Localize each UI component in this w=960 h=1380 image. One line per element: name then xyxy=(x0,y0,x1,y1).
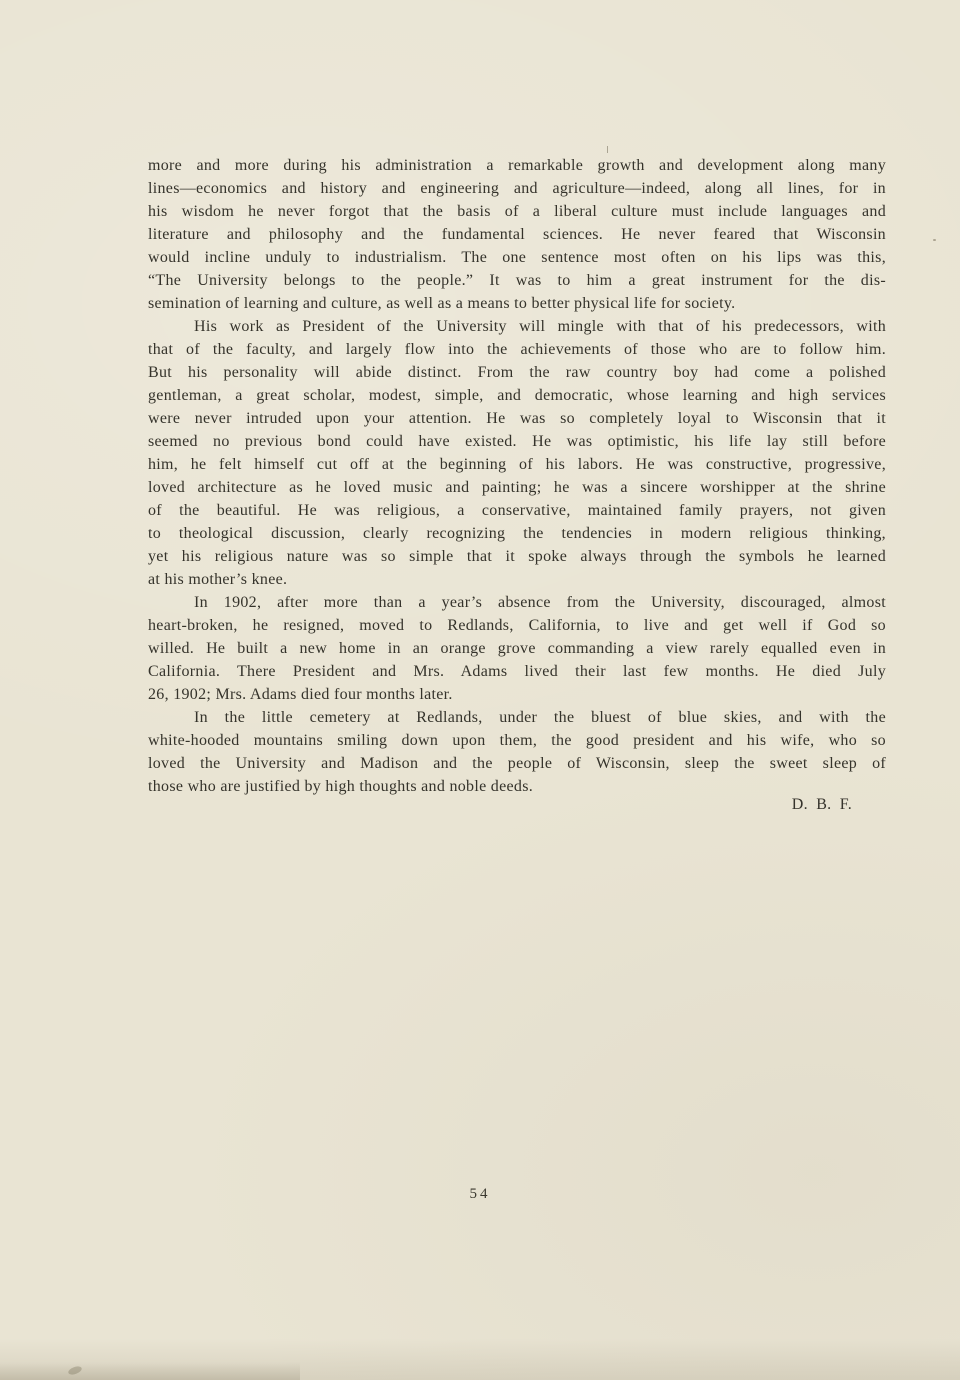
text-line: In the little cemetery at Redlands, under the bluest of blue skies, and with the xyxy=(194,709,886,726)
page-edge-shadow xyxy=(0,1362,300,1380)
text-line: “The University belongs to the people.” It was to him a great instrument for the dis- xyxy=(148,272,886,289)
text-line: his wisdom he never forgot that the basis of a liberal culture must include languages and xyxy=(148,203,886,220)
paragraph xyxy=(148,315,886,591)
text-line: literature and philosophy and the fundamental sciences. He never feared that Wisconsin xyxy=(148,226,886,243)
text-line: loved architecture as he loved music and painting; he was a sincere worshipper at the shrine xyxy=(148,479,886,496)
text-line: semination of learning and culture, as well as a means to better physical life for society. xyxy=(148,295,736,312)
text-line: In 1902, after more than a year’s absence from the University, discouraged, almost xyxy=(194,594,886,611)
text-line: to theological discussion, clearly recognizing the tendencies in modern religious thinking, xyxy=(148,525,886,542)
scan-speck-dot xyxy=(933,239,936,241)
text-line: His work as President of the University will mingle with that of his predecessors, with xyxy=(194,318,886,335)
text-line: heart-broken, he resigned, moved to Redlands, California, to live and get well if God so xyxy=(148,617,886,634)
text-line: white-hooded mountains smiling down upon them, the good president and his wife, who so xyxy=(148,732,886,749)
text-line: him, he felt himself cut off at the beginning of his labors. He was constructive, progressive, xyxy=(148,456,886,473)
paragraph xyxy=(148,591,886,706)
text-line: at his mother’s knee. xyxy=(148,571,288,588)
scan-speck-tick xyxy=(607,146,608,153)
text-line: those who are justified by high thoughts and noble deeds. xyxy=(148,778,534,795)
text-line: lines—economics and history and engineering and agriculture—indeed, along all lines, for in xyxy=(148,180,886,197)
paragraph xyxy=(148,706,886,798)
body-text xyxy=(148,154,886,816)
text-line: gentleman, a great scholar, modest, simple, and democratic, whose learning and high services xyxy=(148,387,886,404)
text-line: willed. He built a new home in an orange grove commanding a view rarely equalled even in xyxy=(148,640,886,657)
text-line: seemed no previous bond could have existed. He was optimistic, his life lay still before xyxy=(148,433,886,450)
signature: D. B. F. xyxy=(791,796,852,813)
text-line: But his personality will abide distinct. From the raw country boy had come a polished xyxy=(148,364,886,381)
paragraph xyxy=(148,154,886,315)
text-line: of the beautiful. He was religious, a conservative, maintained family prayers, not given xyxy=(148,502,886,519)
text-line: loved the University and Madison and the people of Wisconsin, sleep the sweet sleep of xyxy=(148,755,886,772)
text-line: were never intruded upon your attention. He was so completely loyal to Wisconsin that it xyxy=(148,410,886,427)
text-line: that of the faculty, and largely flow into the achievements of those who are to follow him. xyxy=(148,341,886,358)
text-line: more and more during his administration a remarkable growth and development along many xyxy=(148,157,886,174)
text-line: California. There President and Mrs. Adams lived their last few months. He died July xyxy=(148,663,886,680)
page-number: 54 xyxy=(469,1186,491,1202)
text-line: would incline unduly to industrialism. The one sentence most often on his lips was this, xyxy=(148,249,886,266)
text-line: 26, 1902; Mrs. Adams died four months later. xyxy=(148,686,453,703)
text-line: yet his religious nature was so simple that it spoke always through the symbols he learned xyxy=(148,548,886,565)
